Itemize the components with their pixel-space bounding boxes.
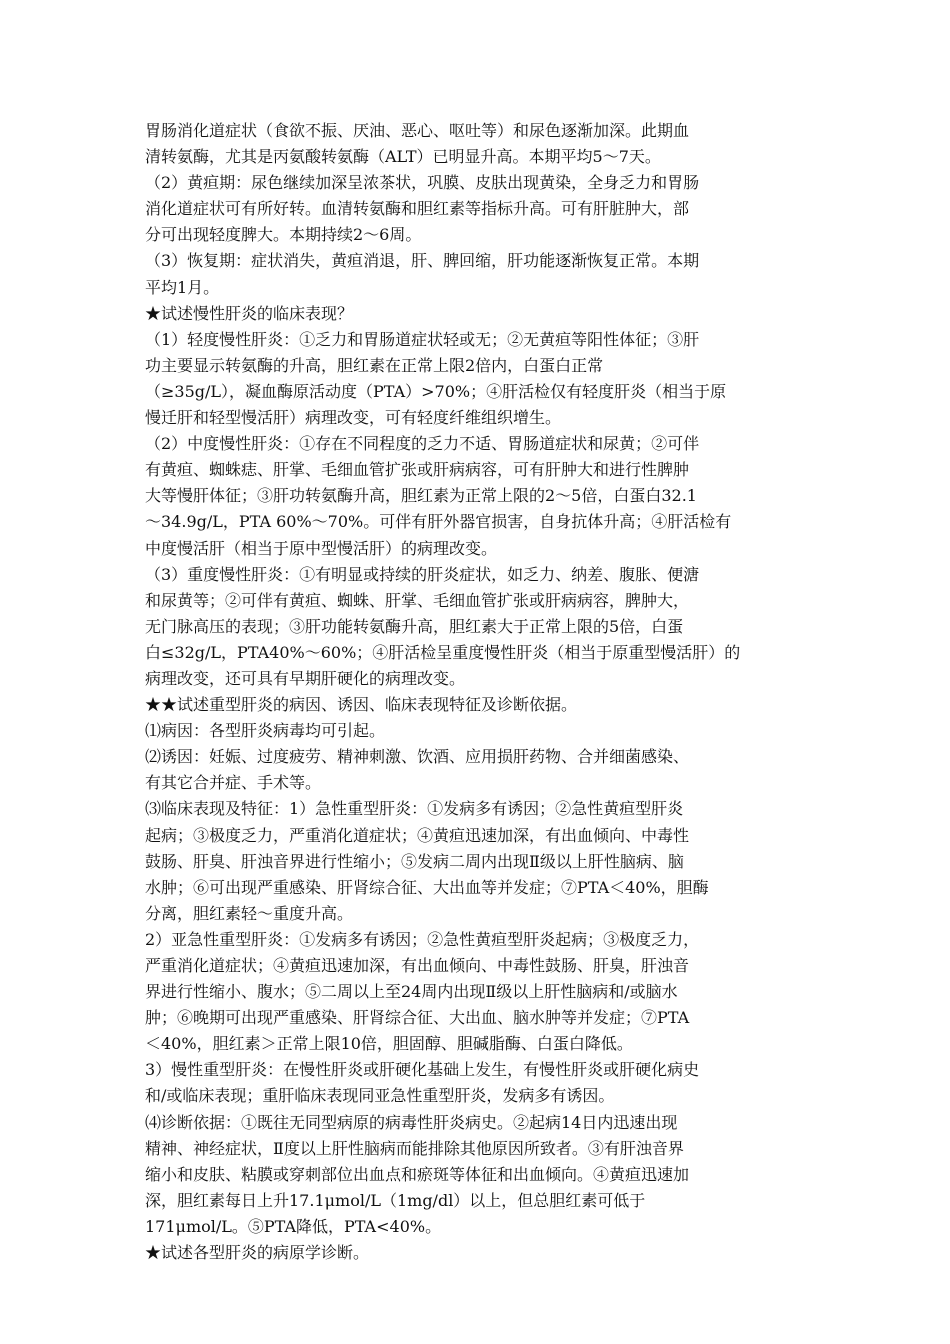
text-line: 3）慢性重型肝炎：在慢性肝炎或肝硬化基础上发生，有慢性肝炎或肝硬化病史 — [145, 1060, 700, 1080]
text-line: 功主要显示转氨酶的升高，胆红素在正常上限2倍内，白蛋白正常 — [145, 355, 604, 375]
text-line: （2）中度慢性肝炎：①存在不同程度的乏力不适、胃肠道症状和尿黄；②可伴 — [145, 434, 700, 454]
text-line: 肿；⑥晚期可出现严重感染、肝肾综合征、大出血、脑水肿等并发症；⑦PTA — [145, 1008, 690, 1028]
text-line: 病理改变，还可具有早期肝硬化的病理改变。 — [145, 668, 466, 688]
text-line: 大等慢肝体征；③肝功转氨酶升高，胆红素为正常上限的2～5倍，白蛋白32.1 — [145, 486, 697, 506]
text-line: ⑶临床表现及特征：1）急性重型肝炎：①发病多有诱因；②急性黄疸型肝炎 — [145, 799, 684, 819]
text-line: ⑵诱因：妊娠、过度疲劳、精神刺激、饮酒、应用损肝药物、合并细菌感染、 — [145, 747, 690, 767]
text-line: ⑷诊断依据：①既往无同型病原的病毒性肝炎病史。②起病14日内迅速出现 — [145, 1112, 678, 1132]
text-line: ～34.9g/L，PTA 60%～70%。可伴有肝外器官损害，自身抗体升高；④肝活检有 — [145, 512, 732, 532]
text-line: （3）重度慢性肝炎：①有明显或持续的肝炎症状，如乏力、纳差、腹胀、便溏 — [145, 564, 700, 584]
text-line: （1）轻度慢性肝炎：①乏力和胃肠道症状轻或无；②无黄疸等阳性体征；③肝 — [145, 329, 700, 349]
text-line: 消化道症状可有所好转。血清转氨酶和胆红素等指标升高。可有肝脏肿大，部 — [145, 199, 690, 219]
text-line: 胃肠消化道症状（食欲不振、厌油、恶心、呕吐等）和尿色逐渐加深。此期血 — [145, 121, 690, 140]
text-line: ＜40%，胆红素＞正常上限10倍，胆固醇、胆碱脂酶、白蛋白降低。 — [145, 1034, 633, 1054]
text-line: 界进行性缩小、腹水；⑤二周以上至24周内出现Ⅱ级以上肝性脑病和/或脑水 — [145, 982, 678, 1002]
text-line: （≥35g/L），凝血酶原活动度（PTA）>70%；④肝活检仅有轻度肝炎（相当于原 — [145, 381, 727, 401]
text-line: 中度慢活肝（相当于原中型慢活肝）的病理改变。 — [145, 538, 498, 558]
text-line: 分离，胆红素轻～重度升高。 — [145, 903, 354, 923]
text-line: ★试述慢性肝炎的临床表现？ — [145, 303, 354, 323]
text-line: （3）恢复期：症状消失，黄疸消退，肝、脾回缩，肝功能逐渐恢复正常。本期 — [145, 251, 700, 271]
text-line: 鼓肠、肝臭、肝浊音界进行性缩小；⑤发病二周内出现Ⅱ级以上肝性脑病、脑 — [145, 851, 684, 871]
text-line: 无门脉高压的表现；③肝功能转氨酶升高，胆红素大于正常上限的5倍，白蛋 — [145, 616, 684, 636]
text-line: 2）亚急性重型肝炎：①发病多有诱因；②急性黄疸型肝炎起病；③极度乏力， — [145, 929, 700, 949]
text-line: ★★试述重型肝炎的病因、诱因、临床表现特征及诊断依据。 — [145, 695, 578, 715]
text-line: 清转氨酶，尤其是丙氨酸转氨酶（ALT）已明显升高。本期平均5～7天。 — [145, 147, 661, 167]
text-line: 白≤32g/L，PTA40%～60%；④肝活检呈重度慢性肝炎（相当于原重型慢活肝）的 — [145, 642, 741, 662]
text-line: 慢迁肝和轻型慢活肝）病理改变，可有轻度纤维组织增生。 — [145, 408, 562, 428]
text-line: 缩小和皮肤、粘膜或穿刺部位出血点和瘀斑等体征和出血倾向。④黄疸迅速加 — [145, 1164, 690, 1184]
text-line: ⑴病因：各型肝炎病毒均可引起。 — [145, 721, 386, 741]
text-line: 有其它合并症、手术等。 — [145, 773, 322, 793]
text-line: 水肿；⑥可出现严重感染、肝肾综合征、大出血等并发症；⑦PTA＜40%，胆酶 — [145, 877, 709, 897]
text-line: 起病；③极度乏力，严重消化道症状；④黄疸迅速加深，有出血倾向、中毒性 — [145, 825, 690, 845]
text-line: 171μmol/L。⑤PTA降低，PTA<40%。 — [145, 1216, 442, 1236]
text-line: 有黄疸、蜘蛛痣、肝掌、毛细血管扩张或肝病病容，可有肝肿大和进行性脾肿 — [145, 460, 690, 480]
text-line: 和/或临床表现；重肝临床表现同亚急性重型肝炎，发病多有诱因。 — [145, 1086, 615, 1106]
text-line: （2）黄疸期：尿色继续加深呈浓茶状，巩膜、皮肤出现黄染，全身乏力和胃肠 — [145, 173, 700, 193]
text-line: 深，胆红素每日上升17.1μmol/L（1mg/dl）以上，但总胆红素可低于 — [145, 1190, 646, 1210]
text-line: 精神、神经症状，Ⅱ度以上肝性脑病而能排除其他原因所致者。③有肝浊音界 — [145, 1138, 684, 1158]
document-body — [145, 118, 810, 1266]
text-line: 分可出现轻度脾大。本期持续2～6周。 — [145, 225, 422, 245]
text-line: 严重消化道症状；④黄疸迅速加深，有出血倾向、中毒性鼓肠、肝臭，肝浊音 — [145, 956, 690, 975]
text-line: 和尿黄等；②可伴有黄疸、蜘蛛、肝掌、毛细血管扩张或肝病病容，脾肿大， — [145, 590, 690, 610]
text-line: 平均1月。 — [145, 277, 220, 297]
text-line: ★试述各型肝炎的病原学诊断。 — [145, 1243, 370, 1263]
